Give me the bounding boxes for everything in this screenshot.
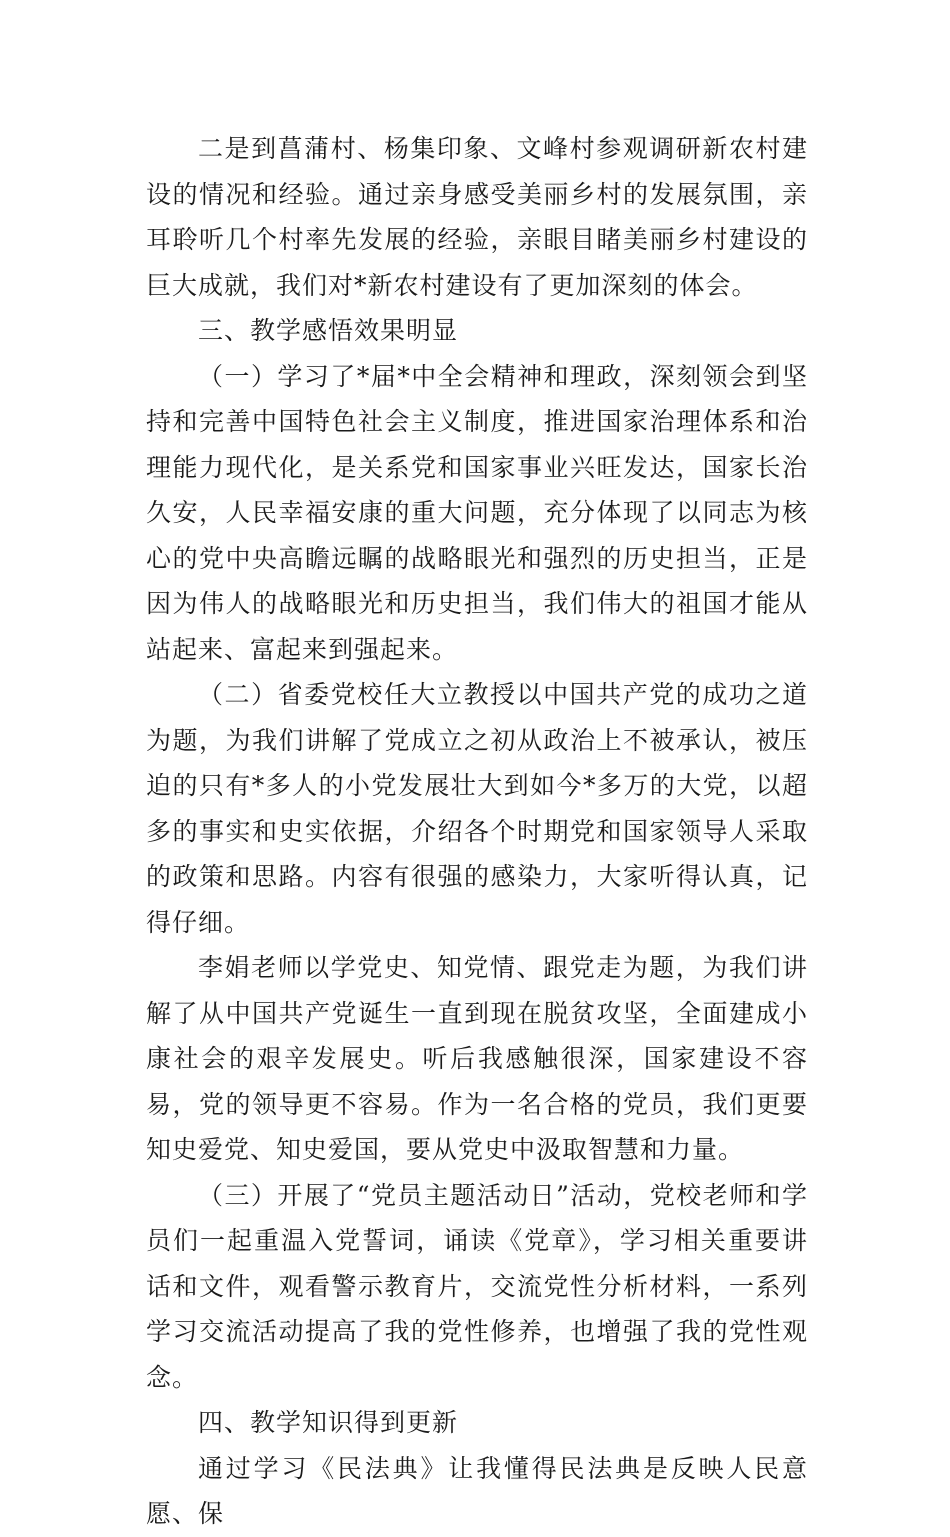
paragraph-village-visit: 二是到菖蒲村、杨集印象、文峰村参观调研新农村建设的情况和经验。通过亲身感受美丽乡村的发展氛围，亲耳聆听几个村率先发展的经验，亲眼目睹美丽乡村建设的巨大成就，我们对*新农村建设有了更加深刻的体会。 <box>146 134 808 300</box>
section-heading-4: 四、教学知识得到更新 <box>198 1408 459 1437</box>
document-body <box>146 126 808 1537</box>
paragraph-item-3: （三）开展了“党员主题活动日”活动，党校老师和学员们一起重温入党誓词，诵读《党章》，学习相关重要讲话和文件，观看警示教育片，交流党性分析材料，一系列学习交流活动提高了我的党性修养，也增强了我的党性观念。 <box>146 1180 808 1392</box>
section-heading-3: 三、教学感悟效果明显 <box>198 316 459 345</box>
paragraph-item-2: （二）省委党校任大立教授以中国共产党的成功之道为题，为我们讲解了党成立之初从政治上不被承认，被压迫的只有*多人的小党发展壮大到如今*多万的大党，以超多的事实和史实依据，介绍各个时期党和国家领导人采取的政策和思路。内容有很强的感染力，大家听得认真，记得仔细。 <box>146 680 808 937</box>
paragraph-civil-code: 通过学习《民法典》让我懂得民法典是反映人民意愿、保 <box>146 1453 808 1528</box>
paragraph-item-1: （一）学习了*届*中全会精神和理政，深刻领会到坚持和完善中国特色社会主义制度，推进国家治理体系和治理能力现代化，是关系党和国家事业兴旺发达，国家长治久安，人民幸福安康的重大问题，充分体现了以同志为核心的党中央高瞻远瞩的战略眼光和强烈的历史担当，正是因为伟人的战略眼光和历史担当，我们伟大的祖国才能从站起来、富起来到强起来。 <box>146 361 808 664</box>
paragraph-party-history: 李娟老师以学党史、知党情、跟党走为题，为我们讲解了从中国共产党诞生一直到现在脱贫攻坚，全面建成小康社会的艰辛发展史。听后我感触很深，国家建设不容易，党的领导更不容易。作为一名合格的党员，我们更要知史爱党、知史爱国，要从党史中汲取智慧和力量。 <box>146 953 808 1164</box>
